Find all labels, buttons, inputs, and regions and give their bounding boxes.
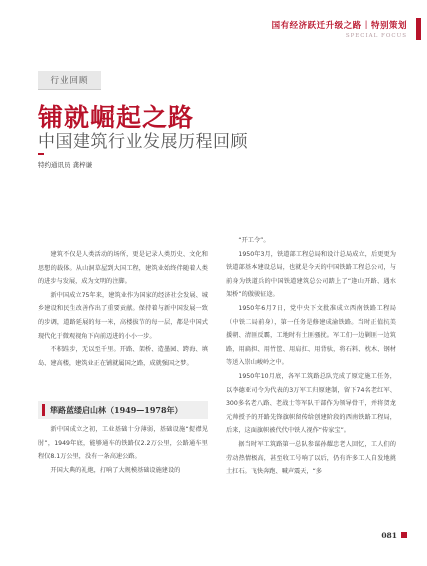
paragraph: 开国大典的礼炮，打响了大规模基础设施建设的 [50, 466, 181, 474]
paragraph: 不积跬步，无以至千里。开路、架桥、造墨园、跨海、填岛、建高楼，建筑业正在铺就属国之路，成就强国之梦。 [38, 346, 208, 367]
paragraph: 新中国成立之初，工业基础十分薄弱，基础设施“捉襟见肘”，1949年底，能够通车的铁路仅2.2万公里，公路通车里程仅8.1万公里，没有一条高速公路。 [38, 426, 208, 461]
paragraph: 建筑不仅是人类活动的场所，更是记录人类历史、文化和思想的载体。从山洞草屋到大国工程，建筑业始终伴随着人类的进步与发展，成为文明的注脚。 [38, 251, 208, 286]
left-column-intro [38, 248, 208, 370]
header-kicker-text: 国有经济跃迁升级之路 [271, 21, 362, 31]
article-byline: 特约通讯员 龚梓谦 [38, 161, 93, 169]
section-tag: 行业回顾 [38, 71, 101, 90]
paragraph: “开工令”。 [238, 237, 270, 244]
right-column [226, 234, 396, 479]
header-kicker [272, 19, 407, 31]
section-heading-marker [42, 404, 45, 416]
paragraph: 新中国成立75年来，建筑业作为国家的经济社会发展、城乡建设和民生改善作出了重要贡献。保持着与新中国发展一致的步调，道路延展的每一米，高楼拔节的每一层，都是中国式现代化于微观视角下向前迈进的小小一步。 [38, 291, 208, 340]
section-heading [38, 401, 208, 419]
header-accent-bar [416, 18, 421, 40]
paragraph: 1950年10月底，各军工筑路总队完成了原定施工任务，以李德亚司令为代表的3万军工归原建制，留下74名老红军、300多名老八路、老战士等军队干部作为领导骨干，并将贺龙元帅授予的开路先锋旗帜留传给创建阶段的西南铁路工程局，后来，这面旗帜被代代中铁人视作“传家宝”。 [226, 372, 396, 435]
paragraph: 据当时军工筑路第一总队参谋孙耀忠老人回忆，工人们的劳动热情极高，甚至收工号响了以后，仍有许多工人自发地挑土扛石。飞快奔跑、喊声震天，“多 [226, 440, 396, 476]
paragraph: 1950年3月，铁道部工程总局和设计总局成立，后更更为铁道部基本建设总局，也就是今天的中国铁路工程总公司，与前身为铁道兵的中国铁道建筑总公司踏上了“逢山开路、遇水架桥”的傲骏征途。 [226, 250, 396, 299]
header-separator: | [364, 20, 368, 30]
article-subtitle: 中国建筑行业发展历程回顾 [38, 132, 248, 152]
left-column-section [38, 423, 208, 477]
header-special-en: SPECIAL FOCUS [345, 33, 407, 39]
paragraph: 1950年6月7日，党中央下文批准成立西南铁路工程局（中铁二局前身），第一任务是修建成渝铁路。当时正值抗美援朝、清匪反霸，工地时有土匪骚扰。军工们一边剿匪一边筑路，用扁担、用竹筐、用肩扛、用背驮，将石料、枕木、钢材等送入崇山峻岭之中。 [226, 304, 396, 367]
section-heading-text: 筚路蓝缕启山林（1949—1978年） [50, 404, 183, 415]
header-special-label: 特别策划 [370, 21, 407, 31]
page-number-marker [401, 532, 407, 538]
title-rule [38, 153, 44, 155]
article-title: 铺就崛起之路 [38, 103, 195, 132]
page-number: 081 [381, 531, 397, 540]
